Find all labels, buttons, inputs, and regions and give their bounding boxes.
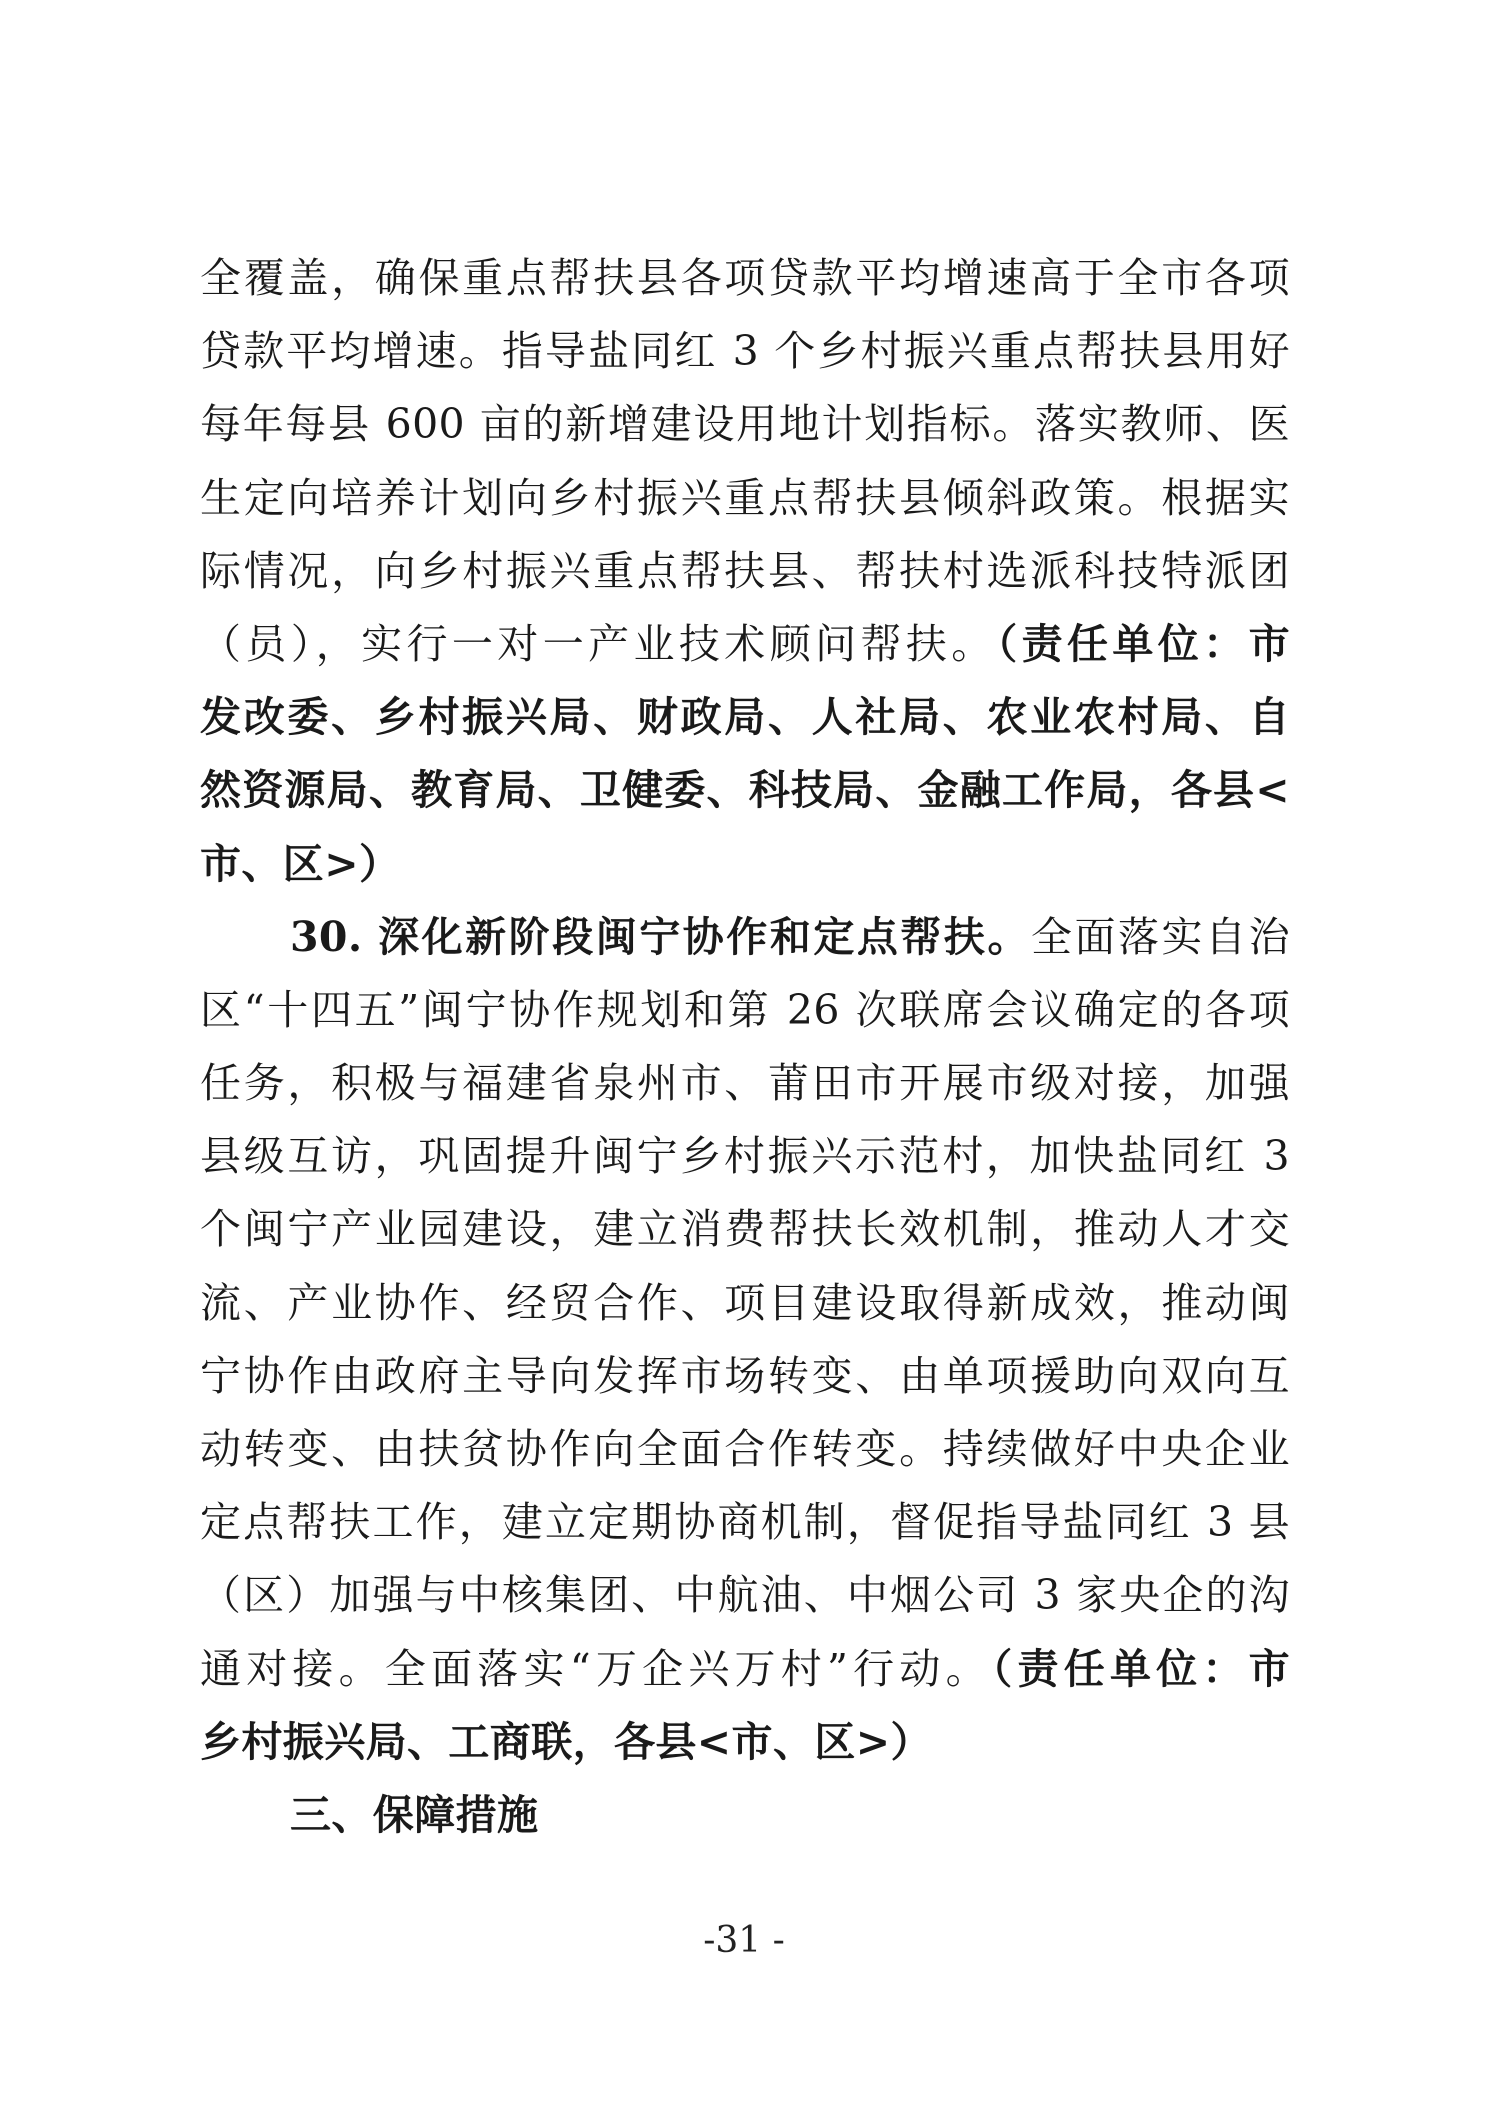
text-line: 动转变、由扶贫协作向全面合作转变。持续做好中央企业 — [200, 1425, 1290, 1473]
item-heading-line — [200, 901, 1290, 974]
section-heading: 三、保障措施 — [290, 1790, 539, 1839]
text-line: 县级互访，巩固提升闽宁乡村振兴示范村，加快盐同红 3 — [200, 1132, 1290, 1181]
page-number: -31 - — [703, 1920, 785, 1961]
item-number: 30. — [290, 912, 363, 961]
text-line — [200, 608, 1290, 681]
text-line: 每年每县 600 亩的新增建设用地计划指标。落实教师、医 — [200, 400, 1290, 449]
text-segment: 全面落实自治 — [1030, 912, 1290, 961]
text-line: 定点帮扶工作，建立定期协商机制，督促指导盐同红 3 县 — [200, 1498, 1290, 1547]
text-line: 宁协作由政府主导向发挥市场转变、由单项援助向双向互 — [200, 1351, 1290, 1400]
text-line: 流、产业协作、经贸合作、项目建设取得新成效，推动闽 — [200, 1278, 1290, 1327]
text-segment: 通对接。全面落实“万企兴万村”行动。 — [200, 1644, 992, 1693]
responsibility-label: （责任单位：市 — [996, 619, 1290, 668]
item-title: 深化新阶段闽宁协作和定点帮扶。 — [378, 912, 1031, 961]
text-line: 个闽宁产业园建设，建立消费帮扶长效机制，推动人才交 — [200, 1205, 1290, 1254]
text-line: 生定向培养计划向乡村振兴重点帮扶县倾斜政策。根据实 — [200, 473, 1290, 522]
text-line: 贷款平均增速。指导盐同红 3 个乡村振兴重点帮扶县用好 — [200, 327, 1290, 376]
responsibility-label: （责任单位：市 — [991, 1644, 1290, 1693]
text-line: 然资源局、教育局、卫健委、科技局、金融工作局，各县< — [200, 766, 1290, 815]
text-line: 任务，积极与福建省泉州市、莆田市开展市级对接，加强 — [200, 1059, 1290, 1108]
text-line: 发改委、乡村振兴局、财政局、人社局、农业农村局、自 — [200, 693, 1290, 742]
text-line: 全覆盖，确保重点帮扶县各项贷款平均增速高于全市各项 — [200, 254, 1290, 302]
text-line: （区）加强与中核集团、中航油、中烟公司 3 家央企的沟 — [200, 1571, 1290, 1620]
text-line: 乡村振兴局、工商联，各县<市、区>） — [200, 1717, 932, 1766]
text-segment: （员），实行一对一产业技术顾问帮扶。 — [200, 619, 997, 668]
text-line: 市、区>） — [200, 839, 401, 888]
text-line: 区“十四五”闽宁协作规划和第 26 次联席会议确定的各项 — [200, 985, 1290, 1034]
body-text — [200, 242, 1290, 1852]
text-line: 际情况，向乡村振兴重点帮扶县、帮扶村选派科技特派团 — [200, 546, 1290, 595]
text-line — [200, 1633, 1290, 1706]
